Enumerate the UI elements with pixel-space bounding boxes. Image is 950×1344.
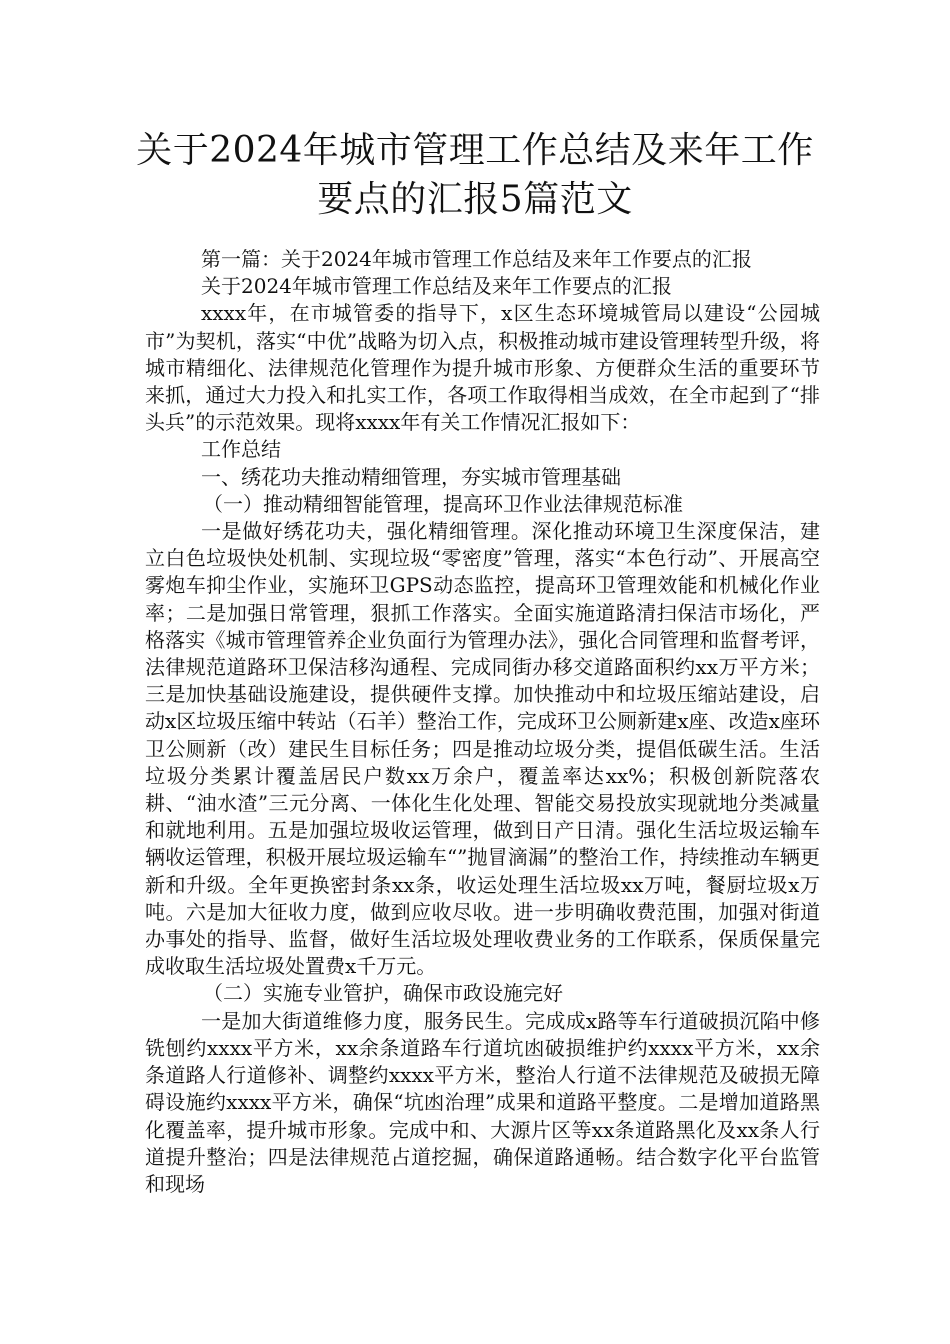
- subsection-two-heading: （二）实施专业管护，确保市政设施完好: [203, 981, 563, 1006]
- document-body: [145, 246, 820, 1198]
- document-title: [100, 126, 850, 224]
- subsection-two-paragraph: 一是加大街道维修力度，服务民生。完成成x路等车行道破损沉陷中修铣刨约xxxx平方米，xx余条道路车行道坑凼破损维护约xxxx平方米，xx余条道路人行道修补、调整约xxxx平方米，整治人行道不法律规范及破损无障碍设施约xxxx平方米，确保“坑凼治理”成果和道路平整度。二是增加道路黑化覆盖率，提升城市形象。完成中和、大源片区等xx条道路黑化及xx条人行道提升整治；四是法律规范占道挖掘，确保道路通畅。结合数字化平台监管和现场: [145, 1008, 820, 1196]
- report-subtitle: 关于2024年城市管理工作总结及来年工作要点的汇报: [201, 274, 672, 299]
- work-summary-heading: 工作总结: [201, 437, 281, 462]
- title-line-2: 要点的汇报5篇范文: [317, 179, 633, 220]
- title-line-1: 关于2024年城市管理工作总结及来年工作: [136, 130, 814, 171]
- subsection-one-heading: （一）推动精细智能管理，提高环卫作业法律规范标准: [203, 491, 683, 516]
- section-heading: 第一篇：关于2024年城市管理工作总结及来年工作要点的汇报: [201, 247, 752, 271]
- subsection-one-paragraph: 一是做好绣花功夫，强化精细管理。深化推动环境卫生深度保洁，建立白色垃圾快处机制、实现垃圾“零密度”管理，落实“本色行动”、开展高空雾炮车抑尘作业，实施环卫GPS动态监控，提高环卫管理效能和机械化作业率；二是加强日常管理，狠抓工作落实。全面实施道路清扫保洁市场化，严格落实《城市管理管养企业负面行为管理办法》，强化合同管理和监督考评，法律规范道路环卫保洁移沟通程、完成同街办移交道路面积约xx万平方米；三是加快基础设施建设，提供硬件支撑。加快推动中和垃圾压缩站建设，启动x区垃圾压缩中转站（石羊）整治工作，完成环卫公厕新建x座、改造x座环卫公厕新（改）建民生目标任务；四是推动垃圾分类，提倡低碳生活。生活垃圾分类累计覆盖居民户数xx万余户，覆盖率达xx%；积极创新院落农耕、“油水渣”三元分离、一体化生化处理、智能交易投放实现就地分类减量和就地利用。五是加强垃圾收运管理，做到日产日清。强化生活垃圾运输车辆收运管理，积极开展垃圾运输车“”抛冒滴漏”的整治工作，持续推动车辆更新和升级。全年更换密封条xx条，收运处理生活垃圾xx万吨，餐厨垃圾x万吨。六是加大征收力度，做到应收尽收。进一步明确收费范围，加强对街道办事处的指导、监督，做好生活垃圾处理收费业务的工作联系，保质保量完成收取生活垃圾处置费x千万元。: [145, 519, 820, 979]
- part-one-heading: 一、绣花功夫推动精细管理，夯实城市管理基础: [201, 464, 621, 489]
- intro-paragraph: xxxx年，在市城管委的指导下，x区生态环境城管局以建设“公园城市”为契机，落实“中优”战略为切入点，积极推动城市建设管理转型升级，将城市精细化、法律规范化管理作为提升城市形象、方便群众生活的重要环节来抓，通过大力投入和扎实工作，各项工作取得相当成效，在全市起到了“排头兵”的示范效果。现将xxxx年有关工作情况汇报如下：: [145, 301, 820, 435]
